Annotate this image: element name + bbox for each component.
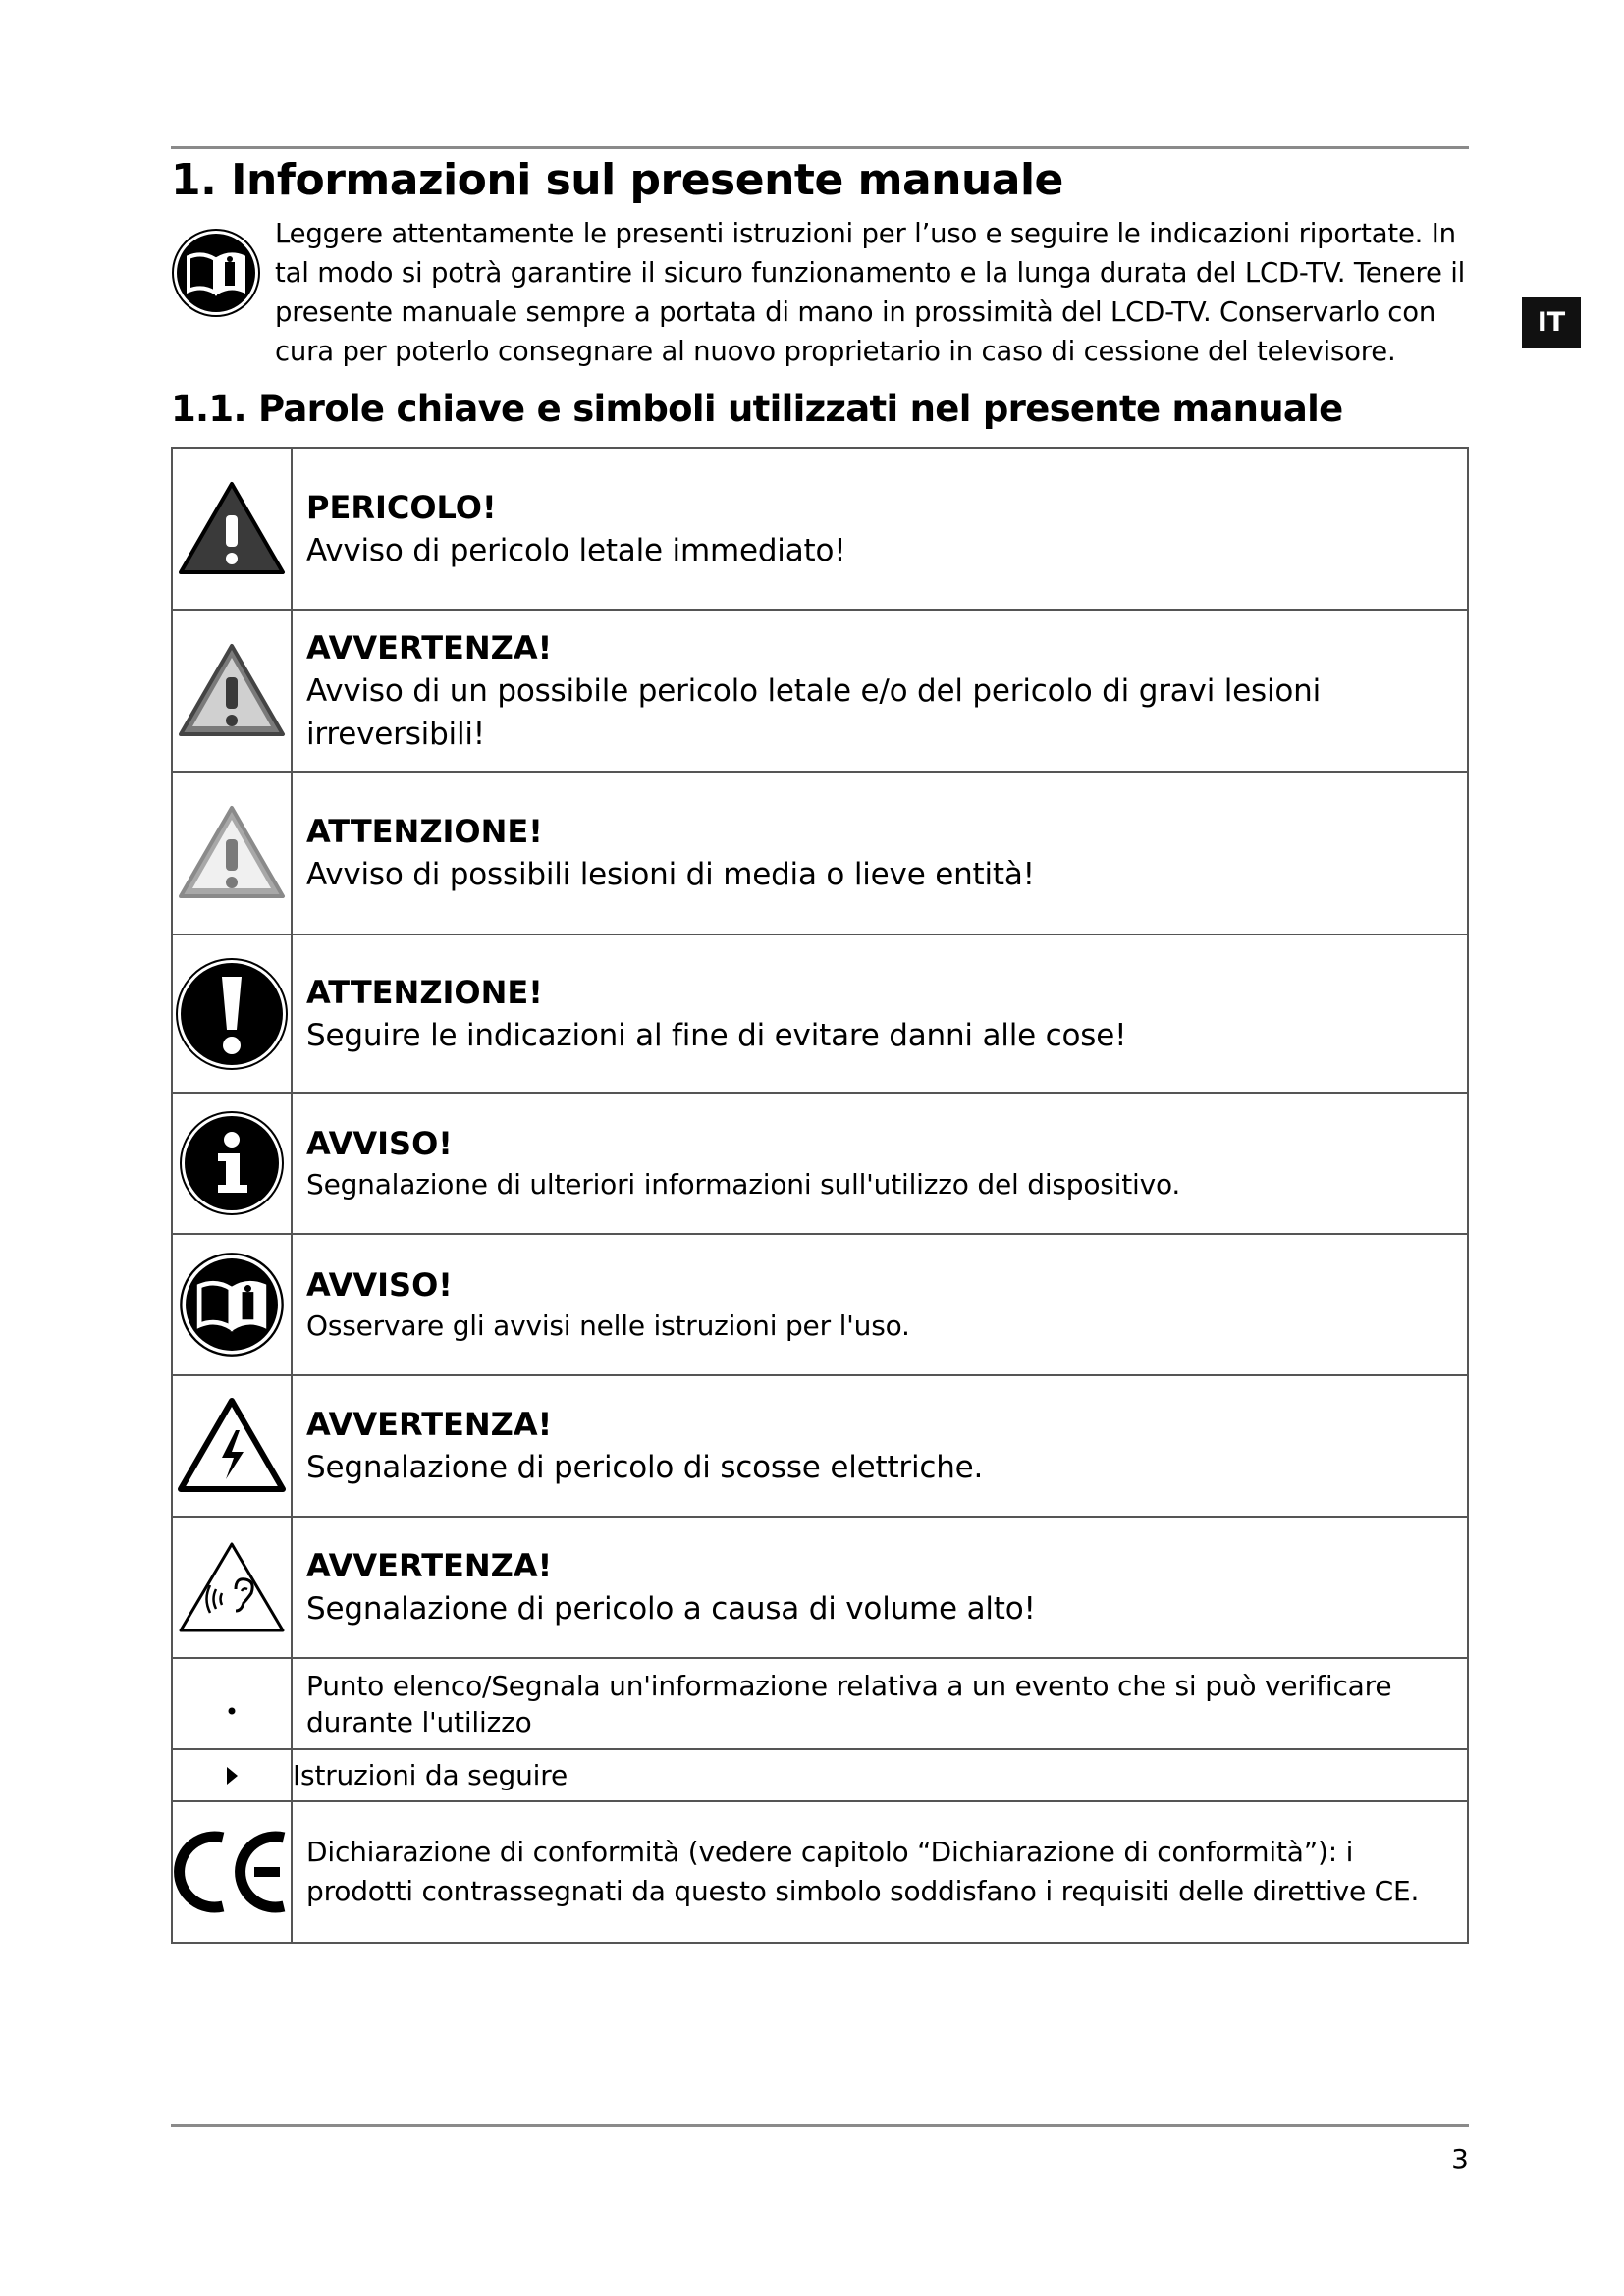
- row-keyword: AVVISO!: [306, 1266, 453, 1304]
- row-keyword: AVVISO!: [306, 1125, 453, 1162]
- section-heading: 1. Informazioni sul presente manuale: [171, 155, 1063, 205]
- table-row: [172, 1749, 1468, 1801]
- info-circle-icon: [172, 1093, 292, 1234]
- table-row: [172, 1375, 1468, 1517]
- table-row: [172, 610, 1468, 772]
- table-row: [172, 772, 1468, 934]
- bullet-icon: [172, 1658, 292, 1749]
- row-text: Avviso di pericolo letale immediato!: [306, 532, 846, 568]
- row-text: Seguire le indicazioni al fine di evitare danni alle cose!: [306, 1017, 1127, 1053]
- row-text: Istruzioni da seguire: [293, 1759, 568, 1791]
- arrow-right-icon: [172, 1749, 292, 1801]
- table-row: [172, 1658, 1468, 1749]
- table-row: [172, 1234, 1468, 1375]
- bottom-rule: [171, 2124, 1469, 2127]
- intro-paragraph: Leggere attentamente le presenti istruzioni per l’uso e seguire le indicazioni riportate. In tal modo si potrà garantire il sicuro funzionamento e la lunga durata del LCD-TV. Tenere il presente manuale sempre a portata di mano in prossimità del LCD-TV. Conservarlo con cura per poterlo consegnare al nuovo proprietario in caso di cessione del televisore.: [275, 218, 1466, 367]
- row-text: Dichiarazione di conformità (vedere capitolo “Dichiarazione di conformità”): i prodotti contrassegnati da questo simbolo soddisfano i requisiti delle direttive CE.: [306, 1836, 1420, 1907]
- table-row: [172, 448, 1468, 610]
- language-tab: IT: [1522, 297, 1581, 348]
- symbols-table: [171, 447, 1469, 1944]
- subsection-heading: 1.1. Parole chiave e simboli utilizzati nel presente manuale: [171, 388, 1343, 430]
- row-text: Avviso di un possibile pericolo letale e/o del pericolo di gravi lesioni irreversibili!: [306, 672, 1322, 752]
- row-text: Segnalazione di ulteriori informazioni sull'utilizzo del dispositivo.: [306, 1168, 1181, 1201]
- row-keyword: AVVERTENZA!: [306, 628, 553, 667]
- row-text: Punto elenco/Segnala un'informazione relativa a un evento che si può verificare durante l'utilizzo: [306, 1669, 1392, 1738]
- row-keyword: ATTENZIONE!: [306, 973, 543, 1011]
- electric-shock-icon: [172, 1375, 292, 1517]
- row-text: Avviso di possibili lesioni di media o lieve entità!: [306, 857, 1035, 892]
- row-keyword: AVVERTENZA!: [306, 1406, 553, 1443]
- exclamation-circle-icon: [172, 934, 292, 1093]
- caution-triangle-icon: [172, 772, 292, 934]
- top-rule: [171, 146, 1469, 149]
- warning-triangle-icon: [172, 610, 292, 772]
- row-text: Osservare gli avvisi nelle istruzioni per l'uso.: [306, 1309, 910, 1342]
- page-number: 3: [1451, 2143, 1469, 2175]
- row-text: Segnalazione di pericolo di scosse elettriche.: [306, 1450, 984, 1485]
- row-keyword: AVVERTENZA!: [306, 1547, 553, 1584]
- danger-triangle-icon: [172, 448, 292, 610]
- high-volume-icon: [172, 1517, 292, 1658]
- table-row: [172, 1801, 1468, 1943]
- table-row: [172, 934, 1468, 1093]
- table-row: [172, 1093, 1468, 1234]
- manual-info-icon: [172, 1234, 292, 1375]
- row-keyword: PERICOLO!: [306, 488, 497, 526]
- manual-info-icon: [171, 228, 261, 318]
- row-keyword: ATTENZIONE!: [306, 813, 543, 850]
- ce-mark-icon: [172, 1801, 292, 1943]
- table-row: [172, 1517, 1468, 1658]
- row-text: Segnalazione di pericolo a causa di volume alto!: [306, 1591, 1036, 1627]
